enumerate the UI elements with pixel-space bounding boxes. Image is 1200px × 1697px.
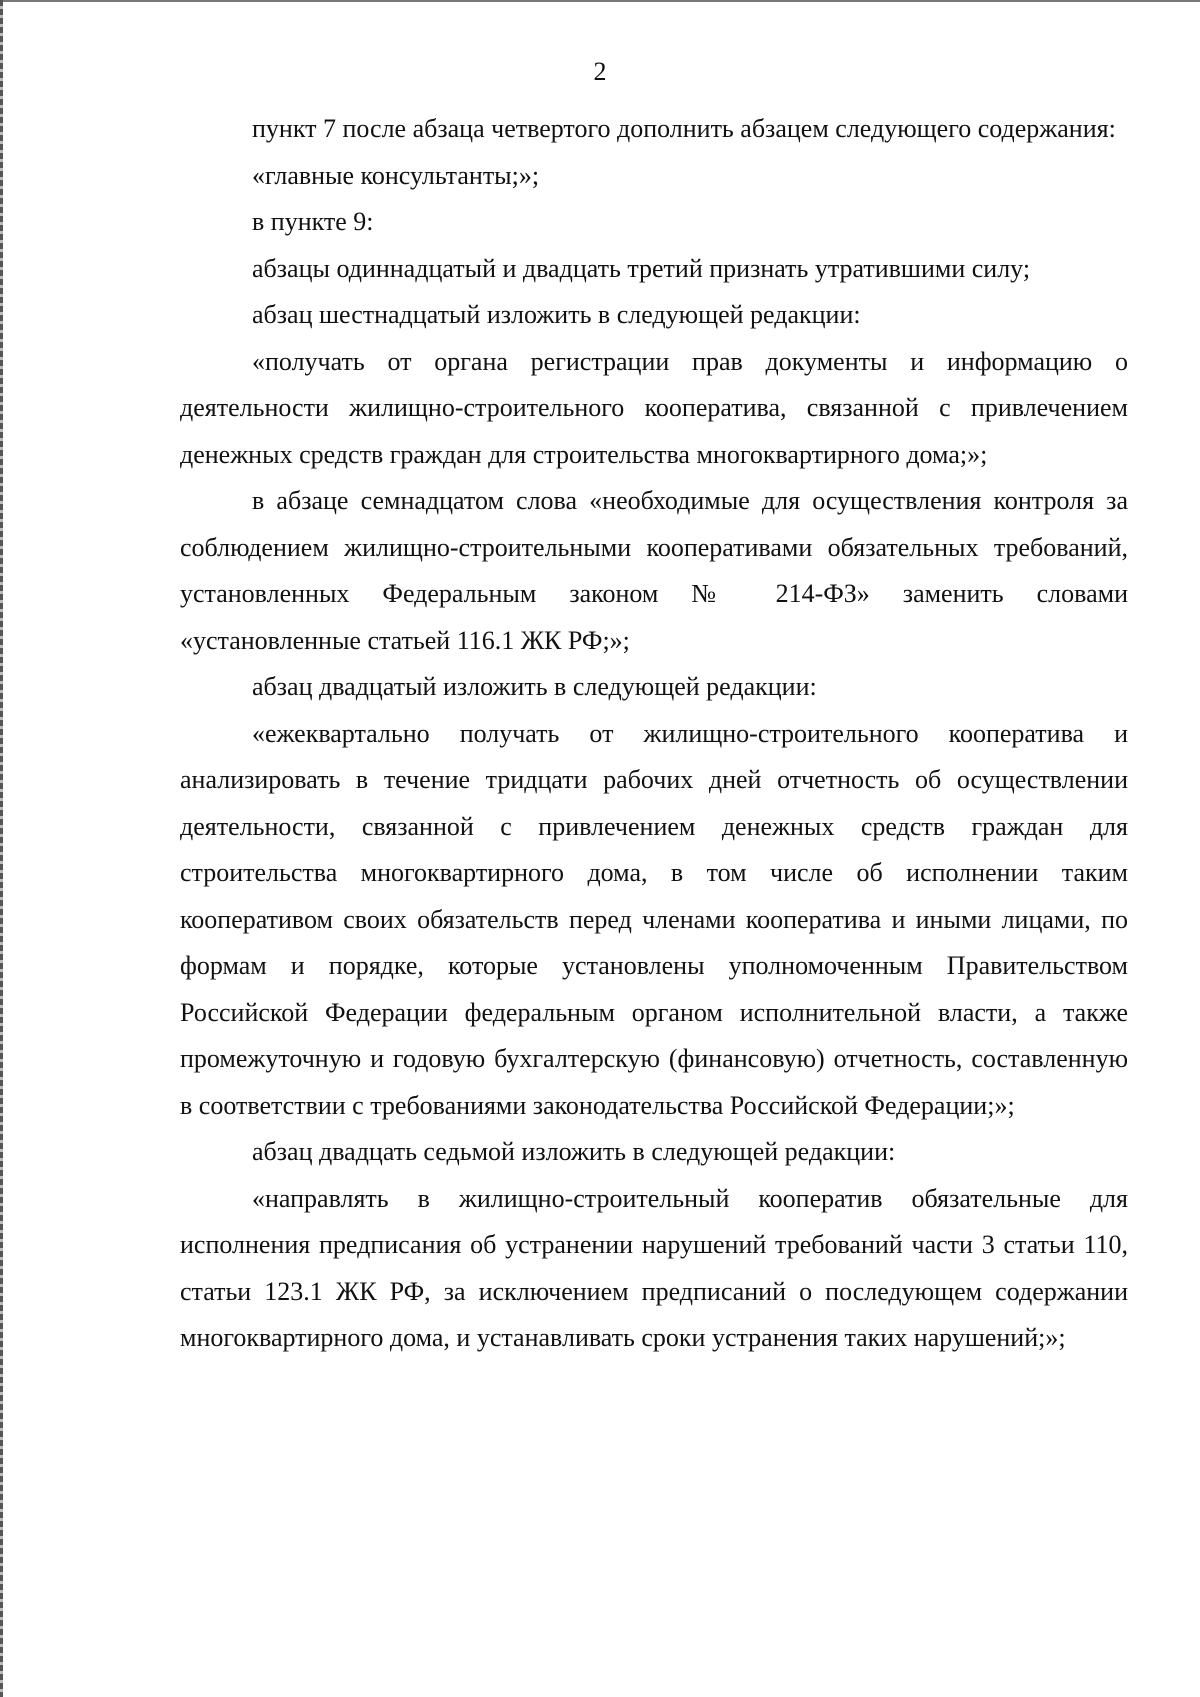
paragraph-twenty-seventh-heading: абзац двадцать седьмой изложить в следующей редакции: — [252, 1137, 896, 1166]
paragraph-repeal: абзацы одиннадцатый и двадцать третий признать утратившими силу; — [252, 253, 1031, 283]
paragraph-seventeenth: в абзаце семнадцатом слова «необходимые для осуществления контроля за соблюдением жилищно-строительными кооперативами обязательных требований, установленных Федеральным законом № 214-ФЗ» заменить словами «установленные статьей 116.1 ЖК РФ;»; — [180, 486, 1128, 655]
scan-left-edge — [0, 0, 3, 1697]
paragraph-sixteenth-heading: абзац шестнадцатый изложить в следующей редакции: — [252, 300, 861, 329]
paragraph-twenty-seventh-text: «направлять в жилищно-строительный кооператив обязательные для исполнения предписания об устранении нарушений требований части 3 статьи 110, статьи 123.1 ЖК РФ, за исключением предписаний о последующем содержании многоквартирного дома, и устанавливать сроки устранения таких нарушений;»; — [180, 1183, 1128, 1352]
paragraph-chief-consultants: «главные консультанты;»; — [252, 160, 540, 190]
paragraph-item-7-amendment: пункт 7 после абзаца четвертого дополнить абзацем следующего содержания: — [252, 114, 1116, 143]
document-body — [180, 106, 1128, 1362]
paragraph-twentieth-heading: абзац двадцатый изложить в следующей редакции: — [252, 672, 817, 701]
paragraph-item-9-heading: в пункте 9: — [252, 207, 374, 236]
paragraph-sixteenth-text: «получать от органа регистрации прав документы и информацию о деятельности жилищно-строительного кооператива, связанной с привлечением денежных средств граждан для строительства многоквартирного дома;»; — [180, 346, 1128, 469]
paragraph-twentieth-text: «ежеквартально получать от жилищно-строительного кооператива и анализировать в течение тридцати рабочих дней отчетность об осуществлении деятельности, связанной с привлечением денежных средств граждан для строительства многоквартирного дома, в том числе об исполнении таким кооперативом своих обязательств перед членами кооператива и иными лицами, по формам и порядке, которые установлены уполномоченным Правительством Российской Федерации федеральным органом исполнительной власти, а также промежуточную и годовую бухгалтерскую (финансовую) отчетность, составленную в соответствии с требованиями законодательства Российской Федерации;»; — [180, 718, 1128, 1120]
page-number: 2 — [593, 57, 607, 86]
scan-top-edge — [0, 0, 1200, 2]
